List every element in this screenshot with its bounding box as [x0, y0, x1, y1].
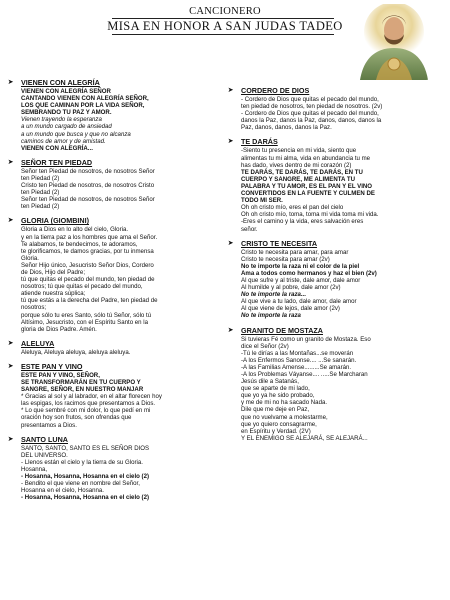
- song-title: CRISTO TE NECESITA: [241, 238, 318, 248]
- song-header: [6, 362, 211, 371]
- song-lyrics: [6, 372, 211, 429]
- lyric-line: ESTE PAN Y VINO, SEÑOR,: [21, 371, 100, 379]
- lyric-line: TE DARÁS, TE DARÁS, TE DARÁS, EN TU: [241, 168, 363, 176]
- arrow-bullet-icon: ➤: [7, 339, 14, 347]
- lyric-line: Gloria a Dios en lo alto del cielo, Gloria.: [21, 226, 129, 234]
- lyric-line: Dile que me deje en Paz,: [241, 406, 310, 414]
- lyric-line: Te alabamos, te bendecimos, te adoramos,: [21, 240, 138, 248]
- lyric-line: las espigas, los racimos que presentamos a Dios.: [21, 400, 156, 408]
- song-senor-ten-piedad: [6, 158, 211, 211]
- lyric-line: Ama a todos como hermanos y haz el bien (2v): [241, 269, 377, 277]
- lyric-line: CUERPO Y SANGRE, ME ALIMENTA TU: [241, 175, 355, 183]
- lyric-line: que yo ya he sido probado,: [241, 392, 315, 400]
- song-lyrics: [226, 336, 446, 442]
- lyric-line: has dado, vives dentro de mi corazón (2): [241, 161, 352, 169]
- song-este-pan-y-vino: [6, 362, 211, 429]
- lyric-line: -A los Enfermos Sanonse.... ...Se sanarán.: [241, 356, 357, 364]
- song-cordero-de-dios: [226, 86, 446, 131]
- song-aleluya: [6, 339, 211, 356]
- lyric-line: Al que vive a tu lado, dale amor, dale amor: [241, 298, 357, 306]
- lyric-line: que yo quiero consagrarme,: [241, 420, 317, 428]
- song-title: ESTE PAN Y VINO: [21, 361, 83, 371]
- lyric-line: No te importe la raza...: [241, 291, 307, 299]
- song-lyrics: [6, 168, 211, 211]
- saint-jude-illustration: [354, 4, 432, 80]
- arrow-bullet-icon: ➤: [7, 217, 14, 225]
- song-header: [6, 158, 211, 167]
- lyric-line: señor.: [241, 225, 258, 233]
- song-vienen-con-alegria: [6, 78, 211, 152]
- lyric-line: Hosanna en el cielo, Hosanna.: [21, 487, 104, 495]
- lyric-line: VIENEN CON ALEGRÍA SEÑOR: [21, 88, 111, 95]
- lyric-line: SANGRE, SEÑOR, EN NUESTRO MANJAR: [21, 386, 144, 394]
- arrow-bullet-icon: ➤: [227, 239, 234, 247]
- lyric-line: TODO MI SER.: [241, 197, 283, 205]
- lyric-line: -Eres el camino y la vida, eres salvación eres: [241, 218, 364, 226]
- song-header: [226, 86, 446, 95]
- arrow-bullet-icon: ➤: [7, 362, 14, 370]
- arrow-bullet-icon: ➤: [7, 435, 14, 443]
- lyric-line: danos la Paz, danos la Paz, danos, danos, danos la: [241, 117, 382, 125]
- lyric-line: - Hosanna, Hosanna, Hosanna en el cielo (2): [21, 494, 149, 502]
- lyric-line: Al que sufre y al triste, dale amor, dale amor: [241, 276, 361, 284]
- song-lyrics: [6, 349, 211, 356]
- lyric-line: dice el Señor (2v): [241, 342, 289, 350]
- song-title: SANTO LUNA: [21, 434, 68, 444]
- lyric-line: -Tú le dirías a las Montañas...se moverán: [241, 349, 354, 357]
- lyric-line: y en la tierra paz a los hombres que ama el Señor.: [21, 233, 158, 241]
- lyric-line: alimentas tu mi alma, vida en abundancia tu me: [241, 154, 371, 162]
- lyric-line: Señor ten Piedad de nosotros, de nosotros Señor: [21, 196, 155, 204]
- lyric-line: que se aparte de mi lado,: [241, 385, 310, 393]
- arrow-bullet-icon: ➤: [7, 79, 14, 86]
- song-header: [226, 137, 446, 146]
- lyric-line: caminos de amor y de amistad.: [21, 137, 106, 145]
- song-title: GLORIA (GIOMBINI): [21, 216, 90, 226]
- lyric-line: CONVERTIDOS EN LA FUENTE Y CULMEN DE: [241, 190, 375, 198]
- lyric-line: Oh oh cristo mío, eres el pan del cielo: [241, 204, 344, 212]
- lyric-line: Aleluya, Aleluya aleluya, aleluya aleluya.: [21, 348, 131, 356]
- lyric-line: Si tuvieras Fé como un granito de Mostaza. Eso: [241, 335, 371, 343]
- arrow-bullet-icon: ➤: [7, 158, 14, 166]
- lyric-line: tú que quitas el pecado del mundo, ten piedad de: [21, 276, 155, 284]
- lyric-line: tú que estás a la derecha del Padre, ten piedad de: [21, 297, 158, 305]
- song-title: CORDERO DE DIOS: [241, 86, 310, 95]
- lyric-line: Altísimo, Jesucristo, con el Espíritu Santo en la: [21, 318, 149, 326]
- lyric-line: Cristo te necesita para amar (2v): [241, 255, 330, 263]
- lyric-line: a un mundo que busca y que no alcanza: [21, 130, 131, 138]
- lyric-line: - Cordero de Dios que quitas el pecado del mundo,: [241, 110, 379, 118]
- page-title: CANCIONERO: [189, 6, 261, 17]
- song-cristo-te-necesita: [226, 239, 446, 320]
- lyric-line: SANTO, SANTO, SANTO ES EL SEÑOR DIOS: [21, 444, 150, 452]
- song-lyrics: [6, 226, 211, 332]
- lyric-line: en Espíritu y Verdad. (2V): [241, 427, 311, 435]
- lyric-line: Hosanna,: [21, 465, 48, 473]
- song-title: SEÑOR TEN PIEDAD: [21, 157, 93, 167]
- lyric-line: Oh oh cristo mío, toma, toma mi vida toma mi vida.: [241, 211, 379, 219]
- lyric-line: ten Piedad (2): [21, 203, 60, 211]
- lyric-line: DEL UNIVERSO.: [21, 451, 68, 459]
- lyric-line: ten Piedad (2): [21, 174, 60, 182]
- lyric-line: presentamos a Dios.: [21, 421, 77, 429]
- song-lyrics: [226, 96, 446, 131]
- lyric-line: * Lo que sembré con mi dolor, lo que pedí en mi: [21, 407, 151, 415]
- song-gloria-giombini: [6, 216, 211, 332]
- lyric-line: - Cordero de Dios que quitas el pecado del mundo,: [241, 96, 379, 103]
- lyric-line: SEMBRANDO TU PAZ Y AMOR.: [21, 109, 112, 117]
- document-header: [0, 4, 450, 74]
- song-lyrics: [6, 445, 211, 502]
- lyric-line: No te importe la raza ni el color de la piel: [241, 262, 360, 270]
- lyric-line: * Gracias al sol y al labrador, en el altar florecen hoy: [21, 393, 162, 401]
- lyric-line: Al humilde y al pobre, dale amor (2v): [241, 284, 341, 292]
- lyric-line: nosotros; tú que quitas el pecado del mundo,: [21, 283, 143, 291]
- lyric-line: PALABRA Y TU AMOR, ES EL PAN Y EL VINO: [241, 182, 373, 190]
- lyric-line: - Llenos están el cielo y la tierra de su Gloria.: [21, 458, 143, 466]
- song-lyrics: [6, 88, 211, 152]
- lyric-line: -A los Problemas Váyanse.... .....Se Marcharan: [241, 371, 368, 378]
- song-santo-luna: [6, 435, 211, 502]
- song-title: ALELUYA: [21, 338, 55, 348]
- lyric-line: que no vuelvame a molestarme,: [241, 413, 328, 421]
- lyric-line: nosotros;: [21, 304, 47, 312]
- lyric-line: Jesús dile a Satanás,: [241, 378, 299, 386]
- song-lyrics: [226, 147, 446, 232]
- left-column: [6, 78, 211, 598]
- arrow-bullet-icon: ➤: [227, 87, 234, 94]
- song-title: TE DARÁS: [241, 137, 278, 147]
- lyric-line: a un mundo cargado de ansiedad: [21, 123, 112, 131]
- song-header: [6, 339, 211, 348]
- lyric-line: LOS QUE CAMINAN POR LA VIDA SEÑOR,: [21, 102, 145, 110]
- song-te-daras: [226, 137, 446, 232]
- lyric-line: VIENEN CON ALEGRÍA...: [21, 144, 93, 152]
- song-header: [226, 326, 446, 335]
- lyric-line: atiende nuestra súplica;: [21, 290, 86, 298]
- lyric-line: SE TRANSFORMARÁN EN TU CUERPO Y: [21, 379, 141, 386]
- lyric-line: Cristo te necesita para amar, para amar: [241, 248, 349, 256]
- song-granito-de-mostaza: [226, 326, 446, 442]
- subtitle-underline: [112, 34, 334, 35]
- lyric-line: Gloria.: [21, 254, 39, 262]
- song-title: VIENEN CON ALEGRÍA: [21, 78, 100, 87]
- lyric-line: oración hoy son frutos, son ofrendas que: [21, 414, 132, 422]
- lyric-line: No te importe la raza: [241, 312, 301, 320]
- lyric-line: Señor ten Piedad de nosotros, de nosotros Señor: [21, 167, 155, 175]
- lyric-line: Paz, danos, danos, danos la Paz.: [241, 124, 332, 132]
- page-subtitle: MISA EN HONOR A SAN JUDAS TADEO: [107, 19, 343, 33]
- arrow-bullet-icon: ➤: [227, 138, 234, 146]
- lyric-line: Cristo ten Piedad de nosotros, de nosotros Cristo: [21, 182, 155, 190]
- lyric-line: Al que viene de lejos, dale amor (2v): [241, 305, 340, 313]
- arrow-bullet-icon: ➤: [227, 326, 234, 334]
- lyric-line: -Siento tu presencia en mi vida, siento que: [241, 147, 357, 155]
- lyric-line: Señor Hijo único, Jesucristo Señor Dios, Cordero: [21, 261, 154, 269]
- song-lyrics: [226, 249, 446, 320]
- right-column: [226, 86, 446, 598]
- lyric-line: - Bendito el que viene en nombre del Señor,: [21, 480, 140, 488]
- lyric-line: ten piedad de nosotros, ten piedad de nosotros. (2v): [241, 103, 383, 111]
- song-header: [6, 78, 211, 87]
- lyric-line: te glorificamos, te damos gracias, por tu inmensa: [21, 247, 154, 255]
- lyric-line: Vienen trayendo la esperanza: [21, 116, 102, 124]
- lyric-line: y me de mi no ha sacado Nada.: [241, 399, 328, 407]
- song-header: [226, 239, 446, 248]
- lyric-line: ten Piedad (2): [21, 189, 60, 197]
- song-header: [6, 435, 211, 444]
- lyric-line: - Hosanna, Hosanna, Hosanna en el cielo (2): [21, 473, 149, 481]
- song-title: GRANITO DE MOSTAZA: [241, 325, 323, 335]
- lyric-line: gloria de Dios Padre. Amén.: [21, 325, 97, 333]
- lyric-line: de Dios, Hijo del Padre;: [21, 268, 86, 276]
- lyric-line: porque sólo tu eres Santo, sólo tú Señor, sólo tú: [21, 311, 152, 319]
- saint-jude-image: [354, 4, 432, 80]
- song-header: [6, 216, 211, 225]
- lyric-line: CANTANDO VIENEN CON ALEGRÍA SEÑOR,: [21, 95, 149, 103]
- lyric-line: -A las Familias Amense.........Se amarán.: [241, 363, 352, 371]
- lyric-line: Y EL ENEMIGO SE ALEJARÁ, SE ALEJARÁ...: [241, 434, 368, 442]
